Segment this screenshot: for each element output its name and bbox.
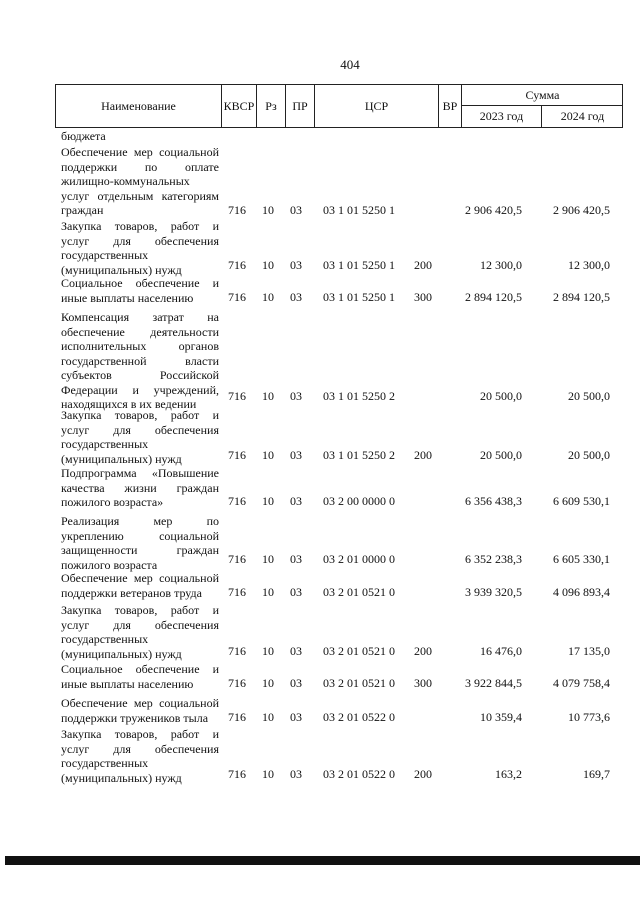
row-csr: 03 2 00 0000 0: [323, 494, 395, 508]
row-pr: 03: [290, 676, 302, 690]
row-sum-2023: 6 352 238,3: [465, 552, 522, 566]
row-pr: 03: [290, 552, 302, 566]
row-sum-2023: 2 894 120,5: [465, 290, 522, 304]
row-rz: 10: [262, 552, 274, 566]
row-sum-2023: 6 356 438,3: [465, 494, 522, 508]
row-sum-2023: 2 906 420,5: [465, 203, 522, 217]
row-vr: 300: [414, 676, 432, 690]
row-name: Реализация мер по укреплению социальной защищенности граждан пожилого возраста: [61, 514, 219, 572]
row-rz: 10: [262, 258, 274, 272]
row-name: Социальное обеспечение и иные выплаты населению: [61, 662, 219, 691]
row-name: бюджета: [61, 129, 106, 143]
header-rz: Рз: [257, 85, 286, 127]
row-pr: 03: [290, 290, 302, 304]
row-sum-2024: 10 773,6: [568, 710, 610, 724]
row-pr: 03: [290, 389, 302, 403]
row-sum-2023: 3 939 320,5: [465, 585, 522, 599]
row-sum-2023: 16 476,0: [480, 644, 522, 658]
row-sum-2024: 20 500,0: [568, 389, 610, 403]
row-rz: 10: [262, 389, 274, 403]
row-name: Закупка товаров, работ и услуг для обеспечения государственных (муниципальных) нужд: [61, 727, 219, 785]
header-kvsr: КВСР: [222, 85, 257, 127]
row-sum-2024: 4 079 758,4: [553, 676, 610, 690]
header-year-2024: 2024 год: [560, 109, 605, 123]
row-sum-2024: 17 135,0: [568, 644, 610, 658]
row-pr: 03: [290, 448, 302, 462]
row-pr: 03: [290, 203, 302, 217]
row-rz: 10: [262, 203, 274, 217]
row-pr: 03: [290, 710, 302, 724]
row-sum-2024: 20 500,0: [568, 448, 610, 462]
row-name: Закупка товаров, работ и услуг для обеспечения государственных (муниципальных) нужд: [61, 603, 219, 661]
row-csr: 03 2 01 0000 0: [323, 552, 395, 566]
row-kvsr: 716: [228, 494, 246, 508]
row-csr: 03 2 01 0522 0: [323, 767, 395, 781]
row-kvsr: 716: [228, 258, 246, 272]
row-sum-2024: 2 894 120,5: [553, 290, 610, 304]
header-name: Наименование: [56, 85, 222, 127]
row-sum-2023: 20 500,0: [480, 389, 522, 403]
row-kvsr: 716: [228, 676, 246, 690]
row-pr: 03: [290, 494, 302, 508]
row-vr: 200: [414, 644, 432, 658]
row-vr: 200: [414, 258, 432, 272]
row-csr: 03 2 01 0521 0: [323, 644, 395, 658]
row-kvsr: 716: [228, 644, 246, 658]
row-sum-2024: 4 096 893,4: [553, 585, 610, 599]
row-kvsr: 716: [228, 585, 246, 599]
row-name: Подпрограмма «Повышение качества жизни граждан пожилого возраста»: [61, 466, 219, 509]
row-name: Компенсация затрат на обеспечение деятельности исполнительных органов государственной власти субъектов Российской Федерации и учреждений, находящихся в их ведении: [61, 310, 219, 411]
row-rz: 10: [262, 585, 274, 599]
row-kvsr: 716: [228, 552, 246, 566]
header-year-2023: 2023 год: [462, 106, 542, 127]
row-name: Обеспечение мер социальной поддержки тружеников тыла: [61, 696, 219, 725]
row-pr: 03: [290, 585, 302, 599]
header-pr: ПР: [286, 85, 315, 127]
row-sum-2023: 12 300,0: [480, 258, 522, 272]
row-csr: 03 1 01 5250 1: [323, 203, 395, 217]
row-vr: 300: [414, 290, 432, 304]
header-csr: ЦСР: [315, 85, 439, 127]
table-header: [55, 84, 623, 128]
row-name: Обеспечение мер социальной поддержки по оплате жилищно-коммунальных услуг отдельным категориям граждан: [61, 145, 219, 217]
row-rz: 10: [262, 644, 274, 658]
row-sum-2024: 169,7: [583, 767, 610, 781]
row-rz: 10: [262, 710, 274, 724]
row-name: Обеспечение мер социальной поддержки ветеранов труда: [61, 571, 219, 600]
header-vr: ВР: [439, 85, 462, 127]
row-kvsr: 716: [228, 448, 246, 462]
row-sum-2024: 2 906 420,5: [553, 203, 610, 217]
row-sum-2023: 20 500,0: [480, 448, 522, 462]
row-pr: 03: [290, 767, 302, 781]
row-csr: 03 2 01 0522 0: [323, 710, 395, 724]
row-kvsr: 716: [228, 710, 246, 724]
row-csr: 03 1 01 5250 2: [323, 389, 395, 403]
row-name: Социальное обеспечение и иные выплаты населению: [61, 276, 219, 305]
row-sum-2024: 6 605 330,1: [553, 552, 610, 566]
row-rz: 10: [262, 290, 274, 304]
row-pr: 03: [290, 258, 302, 272]
row-kvsr: 716: [228, 290, 246, 304]
row-csr: 03 2 01 0521 0: [323, 676, 395, 690]
row-sum-2023: 163,2: [495, 767, 522, 781]
row-sum-2024: 6 609 530,1: [553, 494, 610, 508]
row-kvsr: 716: [228, 203, 246, 217]
row-sum-2023: 3 922 844,5: [465, 676, 522, 690]
row-vr: 200: [414, 448, 432, 462]
row-rz: 10: [262, 448, 274, 462]
row-sum-2023: 10 359,4: [480, 710, 522, 724]
row-kvsr: 716: [228, 767, 246, 781]
scan-edge-bar: [5, 856, 640, 865]
row-vr: 200: [414, 767, 432, 781]
row-sum-2024: 12 300,0: [568, 258, 610, 272]
row-kvsr: 716: [228, 389, 246, 403]
row-rz: 10: [262, 767, 274, 781]
page-number: 404: [340, 57, 360, 72]
row-rz: 10: [262, 676, 274, 690]
row-csr: 03 1 01 5250 1: [323, 290, 395, 304]
header-sum: Сумма: [462, 85, 623, 106]
row-csr: 03 2 01 0521 0: [323, 585, 395, 599]
row-csr: 03 1 01 5250 2: [323, 448, 395, 462]
row-name: Закупка товаров, работ и услуг для обеспечения государственных (муниципальных) нужд: [61, 408, 219, 466]
row-pr: 03: [290, 644, 302, 658]
row-name: Закупка товаров, работ и услуг для обеспечения государственных (муниципальных) нужд: [61, 219, 219, 277]
row-csr: 03 1 01 5250 1: [323, 258, 395, 272]
row-rz: 10: [262, 494, 274, 508]
